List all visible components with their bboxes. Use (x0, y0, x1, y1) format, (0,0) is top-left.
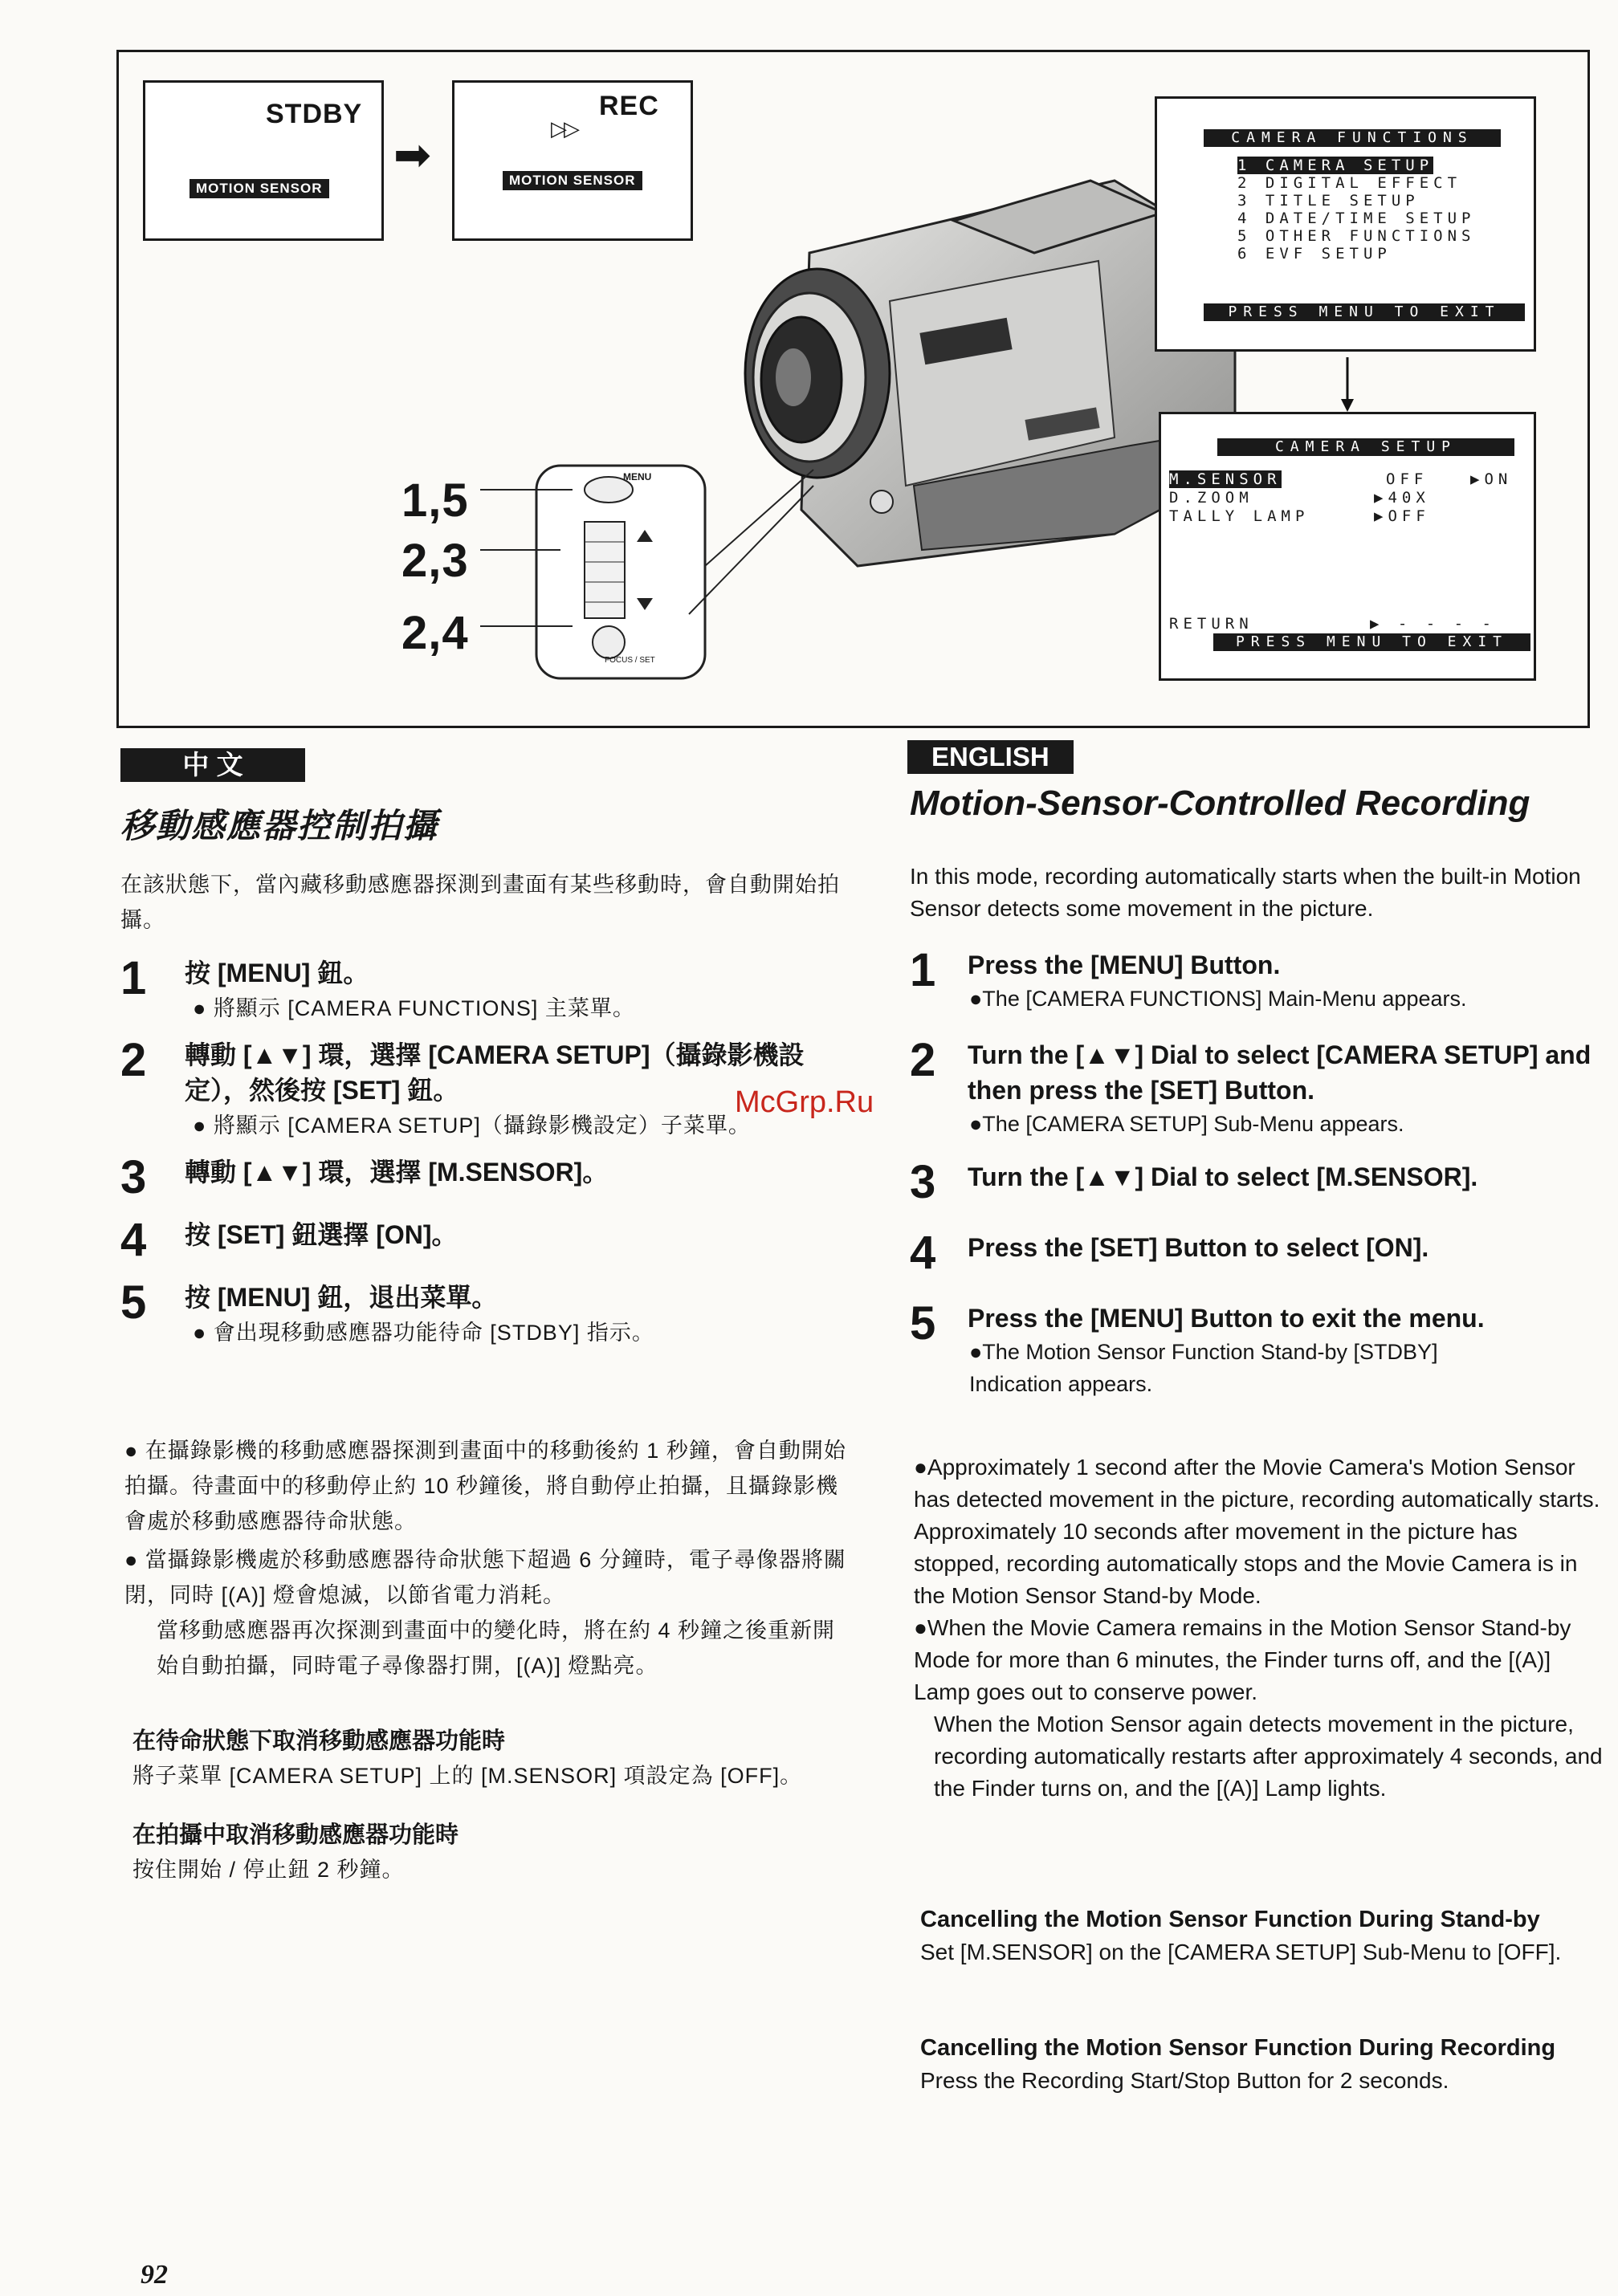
camera-setup-menu (1159, 412, 1536, 681)
camera-setup-footer: PRESS MENU TO EXIT (1213, 633, 1530, 651)
english-section-standby-title: Cancelling the Motion Sensor Function During Stand-by (920, 1907, 1540, 1932)
english-section-recording-title: Cancelling the Motion Sensor Function During Recording (920, 2035, 1556, 2061)
right-arrow-icon: ➡ (393, 129, 431, 180)
english-step-4-num: 4 (910, 1227, 936, 1279)
english-step-3-num: 3 (910, 1156, 936, 1208)
chinese-bullet-3: 當移動感應器再次探測到畫面中的變化時，將在約 4 秒鐘之後重新開始自動拍攝，同時電子尋像器打開，[(A)] 燈點亮。 (157, 1618, 836, 1678)
english-step-2-num: 2 (910, 1034, 936, 1086)
menu-item-camera-setup: 1 CAMERA SETUP (1237, 157, 1434, 174)
stdby-motion-sensor-chip: MOTION SENSOR (190, 179, 329, 198)
chinese-section-recording-title: 在拍攝中取消移動感應器功能時 (132, 1822, 459, 1848)
chinese-step-2-note: ● 將顯示 [CAMERA SETUP]（攝錄影機設定）子菜單。 (193, 1113, 751, 1138)
chinese-bullet-1: ● 在攝錄影機的移動感應器探測到畫面中的移動後約 1 秒鐘，會自動開始拍攝。待畫面中的移動停止約 10 秒鐘後，將自動停止拍攝，且攝錄影機會處於移動感應器待命狀態。 (124, 1439, 846, 1533)
chinese-step-3-title: 轉動 [▲▼] 環，選擇 [M.SENSOR]。 (185, 1158, 609, 1187)
chinese-step-3 (120, 1151, 843, 1203)
row-m-sensor-option: ▶ON (1470, 470, 1513, 488)
set-button-icon (593, 626, 625, 658)
watermark: McGrp.Ru (735, 1085, 874, 1119)
chinese-title: 移動感應器控制拍攝 (120, 807, 439, 845)
menu-item-date-time-setup: 4 DATE/TIME SETUP (1237, 210, 1476, 227)
english-section-recording (920, 2031, 1611, 2097)
chinese-step-1-note: ● 將顯示 [CAMERA FUNCTIONS] 主菜單。 (193, 996, 635, 1020)
chinese-step-5 (120, 1276, 843, 1350)
english-bullet-3: When the Motion Sensor again detects movement in the picture, recording automatically restarts after approximately 4 seconds, and the Finder turns on, and the [(A)] Lamp lights. (934, 1712, 1603, 1801)
english-tag: ENGLISH (907, 740, 1074, 774)
english-step-1-note: ●The [CAMERA FUNCTIONS] Main-Menu appears. (969, 987, 1467, 1011)
row-d-zoom-value: ▶40X (1374, 489, 1430, 507)
english-step-1-num: 1 (910, 944, 936, 996)
menu-item-other-functions: 5 OTHER FUNCTIONS (1237, 227, 1476, 245)
illustration-frame (116, 50, 1590, 728)
english-section-recording-body: Press the Recording Start/Stop Button for 2 seconds. (920, 2068, 1449, 2093)
english-step-4 (910, 1227, 1600, 1279)
row-m-sensor-value: OFF (1386, 470, 1428, 488)
callout-2-3: 2,3 (401, 535, 469, 587)
page-number: 92 (141, 2260, 168, 2290)
english-step-3 (910, 1156, 1600, 1208)
chinese-bullet-2: ● 當攝錄影機處於移動感應器待命狀態下超過 6 分鐘時，電子尋像器將關閉，同時 [(A)] 燈會熄滅，以節省電力消耗。 (124, 1548, 846, 1607)
chinese-step-5-title: 按 [MENU] 鈕，退出菜單。 (185, 1283, 498, 1312)
chinese-step-5-note: ● 會出現移動感應器功能待命 [STDBY] 指示。 (193, 1321, 654, 1345)
camera-functions-menu (1155, 96, 1536, 352)
chinese-step-2-num: 2 (120, 1034, 147, 1086)
chinese-step-4 (120, 1214, 843, 1266)
chinese-step-1-title: 按 [MENU] 鈕。 (185, 959, 369, 987)
chinese-step-5-num: 5 (120, 1276, 147, 1329)
english-bullet-1: ●Approximately 1 second after the Movie Camera's Motion Sensor has detected movement in the picture, recording automatically starts. Approximately 10 seconds after movement in the picture has stopped, recording automatically stops and the Movie Camera is in the Motion Sensor Stand-by Mode. (914, 1455, 1600, 1608)
english-intro: In this mode, recording automatically starts when the built-in Motion Sensor detects some movement in the picture. (910, 864, 1581, 921)
chinese-section-recording (132, 1818, 855, 1887)
rec-play-icon: ▷▷ (551, 116, 577, 140)
down-arrow-icon (1339, 357, 1355, 413)
english-step-5-title: Press the [MENU] Button to exit the menu. (968, 1304, 1485, 1333)
english-section-standby-body: Set [M.SENSOR] on the [CAMERA SETUP] Sub-Menu to [OFF]. (920, 1940, 1562, 1964)
chinese-section-recording-body: 按住開始 / 停止鈕 2 秒鐘。 (132, 1858, 405, 1882)
rec-motion-sensor-chip: MOTION SENSOR (503, 171, 642, 190)
chinese-step-4-title: 按 [SET] 鈕選擇 [ON]。 (185, 1220, 458, 1249)
camera-setup-title: CAMERA SETUP (1217, 438, 1514, 456)
camera-functions-title: CAMERA FUNCTIONS (1204, 129, 1501, 147)
chinese-steps (120, 952, 843, 1350)
rec-status: REC (599, 91, 659, 121)
stdby-status: STDBY (266, 99, 363, 129)
chinese-step-4-num: 4 (120, 1214, 147, 1266)
chinese-intro: 在該狀態下，當內藏移動感應器探測到畫面有某些移動時，會自動開始拍攝。 (120, 873, 840, 932)
camera-functions-list (1237, 157, 1475, 263)
focus-set-control-label: FOCUS / SET (605, 656, 655, 665)
menu-item-title-setup: 3 TITLE SETUP (1237, 192, 1420, 210)
english-step-2-note: ●The [CAMERA SETUP] Sub-Menu appears. (969, 1112, 1404, 1136)
row-d-zoom-name: D.ZOOM (1169, 489, 1253, 507)
english-step-3-title: Turn the [▲▼] Dial to select [M.SENSOR]. (968, 1162, 1478, 1191)
english-step-2-title: Turn the [▲▼] Dial to select [CAMERA SETUP] and then press the [SET] Button. (968, 1040, 1592, 1105)
english-step-5 (910, 1297, 1600, 1400)
row-tally-lamp-value: ▶OFF (1374, 507, 1430, 525)
chinese-notes (124, 1433, 847, 1683)
english-step-2 (910, 1034, 1600, 1140)
callout-2-4: 2,4 (401, 607, 469, 659)
menu-item-evf-setup: 6 EVF SETUP (1237, 245, 1392, 263)
return-label: RETURN (1169, 615, 1253, 633)
english-step-1 (910, 944, 1600, 1015)
english-section-standby (920, 1903, 1611, 1968)
english-title: Motion-Sensor-Controlled Recording (910, 784, 1530, 823)
row-tally-lamp-name: TALLY LAMP (1169, 507, 1310, 525)
row-m-sensor-name: M.SENSOR (1169, 470, 1282, 488)
chinese-tag: 中 文 (120, 748, 305, 782)
chinese-section-standby-title: 在待命狀態下取消移動感應器功能時 (132, 1728, 506, 1754)
english-step-5-note: ●The Motion Sensor Function Stand-by [STDBY] Indication appears. (969, 1340, 1438, 1396)
english-bullet-2: ●When the Movie Camera remains in the Motion Sensor Stand-by Mode for more than 6 minutes, the Finder turns off, and the [(A)] Lamp goes out to conserve power. (914, 1615, 1571, 1704)
stdby-screen (143, 80, 384, 241)
menu-control-label: MENU (623, 471, 652, 482)
chinese-step-3-num: 3 (120, 1151, 147, 1203)
return-arrow: ▶ - - - - (1370, 615, 1496, 633)
english-step-5-num: 5 (910, 1297, 936, 1350)
english-step-4-title: Press the [SET] Button to select [ON]. (968, 1233, 1429, 1262)
chinese-step-2-title: 轉動 [▲▼] 環，選擇 [CAMERA SETUP]（攝錄影機設定），然後按 [SET] 鈕。 (185, 1040, 805, 1105)
english-notes (914, 1451, 1604, 1805)
camera-functions-footer: PRESS MENU TO EXIT (1204, 303, 1525, 321)
english-step-1-title: Press the [MENU] Button. (968, 951, 1281, 979)
chinese-step-1 (120, 952, 843, 1026)
english-steps (910, 944, 1600, 1400)
chinese-step-1-num: 1 (120, 952, 147, 1004)
menu-item-digital-effect: 2 DIGITAL EFFECT (1237, 174, 1462, 192)
chinese-section-standby (132, 1724, 855, 1793)
chinese-section-standby-body: 將子菜單 [CAMERA SETUP] 上的 [M.SENSOR] 項設定為 [OFF]。 (132, 1764, 803, 1788)
callout-1-5: 1,5 (401, 474, 469, 527)
